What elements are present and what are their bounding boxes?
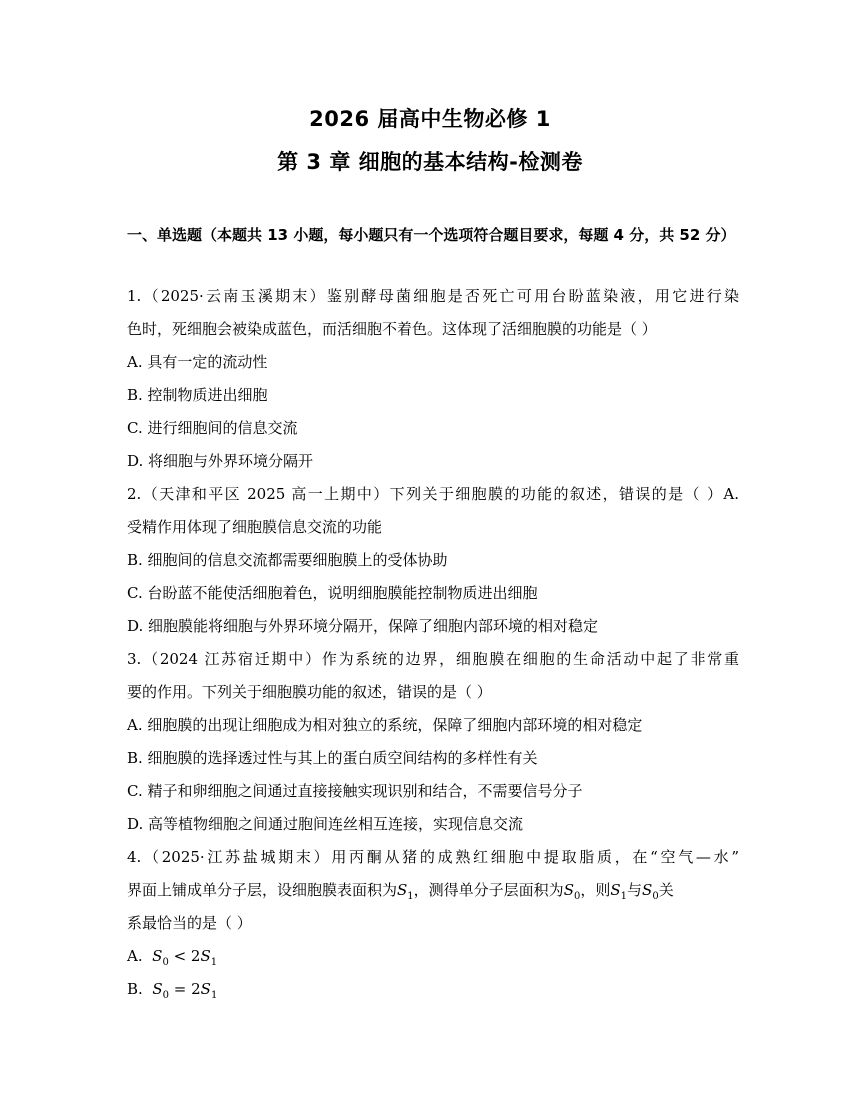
question-stem-line: 1.（2025·云南玉溪期末）鉴别酵母菌细胞是否死亡可用台盼蓝染液，用它进行染 (127, 287, 739, 305)
stem-text: 关 (658, 881, 674, 899)
question-stem-line: 2.（天津和平区 2025 高一上期中）下列关于细胞膜的功能的叙述，错误的是（ ）A. (127, 485, 739, 503)
math-s1: $S_1$ (610, 881, 628, 902)
question-stem-line: 4.（2025·江苏盐城期末）用丙酮从猪的成熟红细胞中提取脂质，在“空气—水” (127, 848, 739, 866)
question-1 (127, 280, 739, 478)
option-c: C. 进行细胞间的信息交流 (127, 419, 298, 437)
question-stem-line: 受精作用体现了细胞膜信息交流的功能 (127, 518, 383, 536)
math-s0: $S_0$ (642, 881, 659, 902)
option-a: A. 具有一定的流动性 (127, 353, 268, 371)
math-s0: $S_0$ (563, 881, 581, 902)
document-subtitle: 第 3 章 细胞的基本结构-检测卷 (277, 150, 583, 174)
question-4 (127, 841, 739, 1006)
option-c: C. 精子和卵细胞之间通过直接接触实现识别和结合，不需要信号分子 (127, 782, 583, 800)
stem-text: ，测得单分子层面积为 (413, 881, 564, 899)
question-stem-line: 系最恰当的是（ ） (127, 914, 252, 932)
option-d: D. 高等植物细胞之间通过胞间连丝相互连接，实现信息交流 (127, 815, 524, 833)
question-2 (127, 478, 739, 643)
stem-text: 界面上铺成单分子层，设细胞膜表面积为 (127, 881, 398, 899)
stem-text: ，则 (580, 881, 611, 899)
option-c: C. 台盼蓝不能使活细胞着色，说明细胞膜能控制物质进出细胞 (127, 584, 538, 602)
question-stem-line: 色时，死细胞会被染成蓝色，而活细胞不着色。这体现了活细胞膜的功能是（ ） (127, 320, 657, 338)
math-expression: $S_0 = 2S_1$ (152, 980, 218, 1001)
option-b: B. 细胞膜的选择透过性与其上的蛋白质空间结构的多样性有关 (127, 749, 538, 767)
option-label: B. (127, 980, 143, 998)
stem-text: 与 (627, 881, 643, 899)
math-s1: $S_1$ (397, 881, 414, 902)
section-header: 一、单选题（本题共 13 小题，每小题只有一个选项符合题目要求，每题 4 分，共 52 分） (127, 226, 736, 244)
question-stem-line: 3.（2024 江苏宿迁期中）作为系统的边界，细胞膜在细胞的生命活动中起了非常重 (127, 650, 739, 668)
option-d: D. 细胞膜能将细胞与外界环境分隔开，保障了细胞内部环境的相对稳定 (127, 617, 599, 635)
option-a (127, 940, 739, 973)
question-stem-line: 要的作用。下列关于细胞膜功能的叙述，错误的是（ ） (127, 683, 492, 701)
option-b (127, 973, 739, 1006)
option-a: A. 细胞膜的出现让细胞成为相对独立的系统，保障了细胞内部环境的相对稳定 (127, 716, 643, 734)
question-3 (127, 643, 739, 841)
option-b: B. 细胞间的信息交流都需要细胞膜上的受体协助 (127, 551, 448, 569)
document-title: 2026 届高中生物必修 1 (309, 107, 551, 131)
option-label: A. (127, 947, 143, 965)
option-b: B. 控制物质进出细胞 (127, 386, 268, 404)
option-d: D. 将细胞与外界环境分隔开 (127, 452, 314, 470)
math-expression: $S_0 < 2S_1$ (152, 947, 218, 968)
question-list (127, 280, 739, 1006)
question-stem-line (127, 874, 739, 907)
